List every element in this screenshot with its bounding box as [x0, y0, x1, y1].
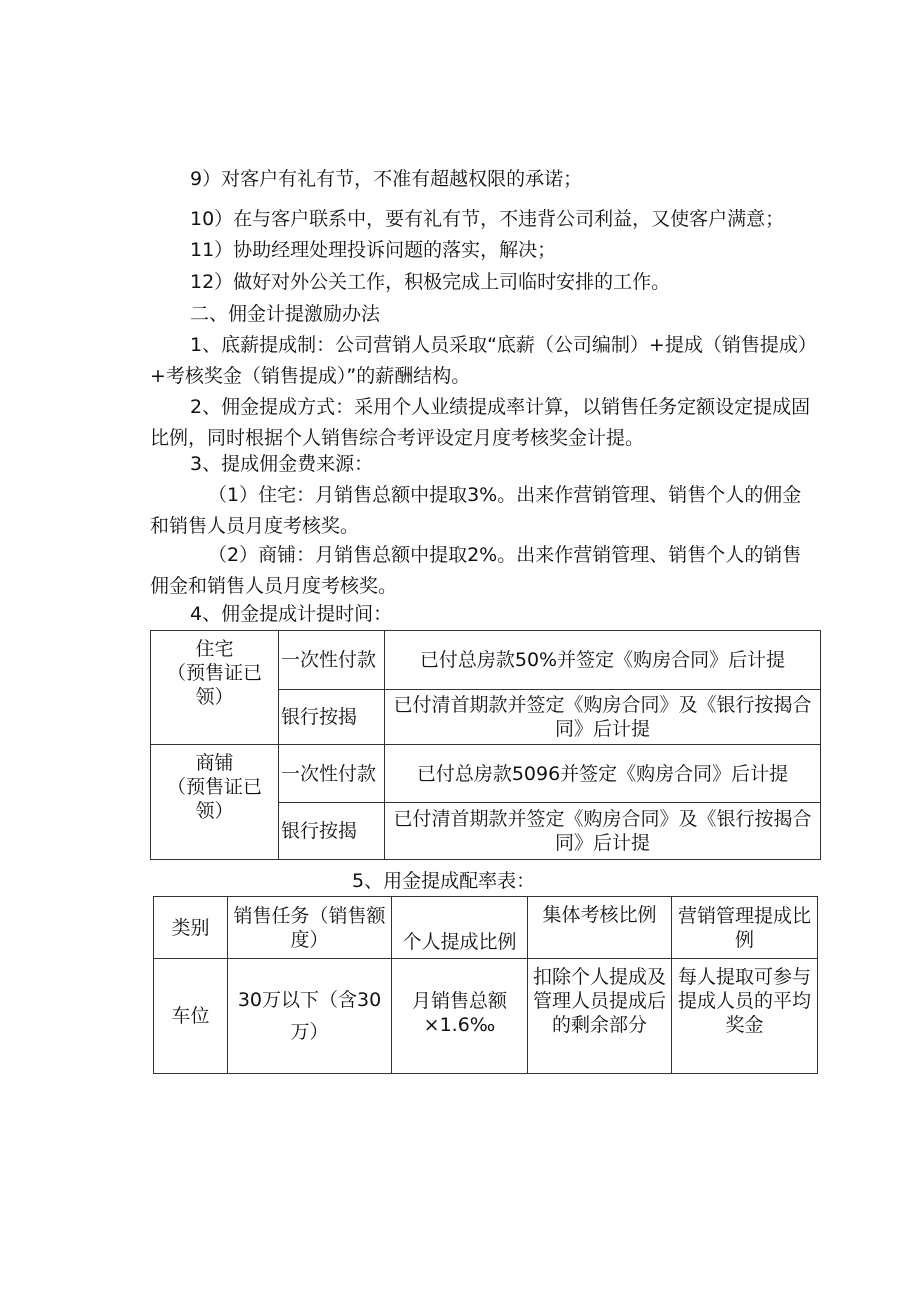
- cell-individual-rate: 月销售总额×1.6‰: [392, 959, 528, 1074]
- rate-table-heading: 5、用金提成配率表：: [352, 870, 536, 892]
- payment-mortgage: 银行按揭: [279, 690, 385, 745]
- payment-lump-sum: 一次性付款: [279, 631, 385, 690]
- commercial-lump-sum-rule: 已付总房款5096并签定《购房合同》后计提: [385, 745, 821, 803]
- cell-team-rate: 扣除个人提成及管理人员提成后的剩余部分: [528, 959, 672, 1074]
- cell-category: 车位: [154, 959, 228, 1074]
- cell-sales-quota: 30万以下（含30万）: [228, 959, 392, 1074]
- paragraph-commercial-source: （2）商铺：月销售总额中提取2%。出来作营销管理、销售个人的销售佣金和销售人员月度考核奖。: [150, 544, 802, 597]
- residential-mortgage-rule: 已付清首期款并签定《购房合同》及《银行按揭合同》后计提: [385, 690, 821, 745]
- residential-lump-sum-rule: 已付总房款50%并签定《购房合同》后计提: [385, 631, 821, 690]
- duty-item-12: 12）做好对外公关工作，积极完成上司临时安排的工作。: [190, 271, 671, 293]
- cell-management-rate: 每人提取可参与提成人员的平均奖金: [672, 959, 818, 1074]
- paragraph-timing-heading: 4、佣金提成计提时间：: [190, 603, 393, 625]
- payment-mortgage: 银行按揭: [279, 803, 385, 860]
- header-sales-quota: 销售任务（销售额度）: [228, 897, 392, 959]
- header-category: 类别: [154, 897, 228, 959]
- header-team-rate: 集体考核比例: [528, 897, 672, 959]
- header-individual-rate: 个人提成比例: [392, 897, 528, 959]
- category-residential: 住宅 （预售证已领）: [151, 631, 279, 745]
- category-commercial: 商铺 （预售证已领）: [151, 745, 279, 860]
- payment-lump-sum: 一次性付款: [279, 745, 385, 803]
- paragraph-base-salary: 1、底薪提成制：公司营销人员采取“底薪（公司编制）+提成（销售提成）+考核奖金（销售提成）”的薪酬结构。: [150, 334, 817, 387]
- duty-item-10: 10）在与客户联系中，要有礼有节，不违背公司利益，又使客户满意；: [190, 208, 785, 230]
- section-heading: 二、佣金计提激励办法: [190, 303, 381, 325]
- duty-item-11: 11）协助经理处理投诉问题的落实，解决；: [190, 239, 557, 261]
- paragraph-commission-method: 2、佣金提成方式：采用个人业绩提成率计算，以销售任务定额设定提成固比例，同时根据个人销售综合考评设定月度考核奖金计提。: [150, 396, 811, 449]
- commission-rate-table: [153, 896, 818, 1074]
- commercial-mortgage-rule: 已付清首期款并签定《购房合同》及《银行按揭合同》后计提: [385, 803, 821, 860]
- paragraph-residential-source: （1）住宅：月销售总额中提取3%。出来作营销管理、销售个人的佣金和销售人员月度考核奖。: [150, 484, 802, 537]
- header-management-rate: 营销管理提成比例: [672, 897, 818, 959]
- commission-timing-table: [150, 630, 821, 860]
- paragraph-commission-source: 3、提成佣金费来源：: [190, 453, 374, 475]
- duty-item-9: 9）对客户有礼有节，不准有超越权限的承诺；: [190, 168, 583, 190]
